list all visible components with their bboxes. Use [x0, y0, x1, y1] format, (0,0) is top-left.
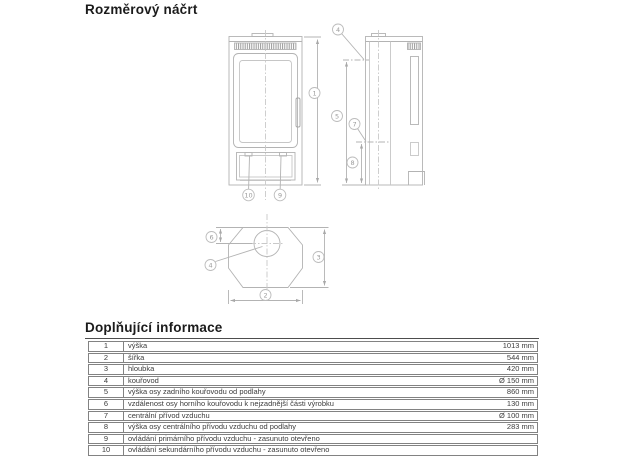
table-row [88, 364, 538, 375]
svg-text:8: 8 [350, 158, 355, 167]
row-number: 1 [89, 342, 124, 351]
callout-4-top [205, 260, 216, 271]
table-row [88, 411, 538, 422]
table-row [88, 387, 538, 398]
row-label: výška osy zadního kouřovodu od podlahy [128, 388, 266, 397]
callout-3 [313, 252, 324, 263]
row-label: hloubka [128, 365, 155, 374]
row-number: 8 [89, 423, 124, 432]
callout-8 [347, 157, 358, 168]
svg-text:3: 3 [316, 253, 321, 262]
stove-outline-top [229, 228, 303, 288]
row-number: 6 [89, 400, 124, 409]
callout-2 [260, 290, 271, 301]
table-row [88, 434, 538, 445]
callout-7 [349, 119, 360, 130]
row-number: 2 [89, 354, 124, 363]
table-row [88, 445, 538, 456]
table-row [88, 422, 538, 433]
callout-1 [309, 88, 320, 99]
row-value: Ø 100 mm [498, 410, 534, 420]
row-value: 1013 mm [502, 341, 534, 350]
svg-text:4: 4 [208, 261, 213, 270]
stove-body-side [366, 37, 423, 186]
svg-text:10: 10 [244, 191, 253, 200]
callout-6 [206, 232, 217, 243]
svg-text:2: 2 [263, 291, 268, 300]
row-label: kouřovod [128, 376, 159, 385]
table-row [88, 353, 538, 364]
row-value: 130 mm [506, 398, 534, 408]
row-value: 420 mm [506, 364, 534, 374]
info-table [88, 341, 538, 457]
row-number: 9 [89, 435, 124, 444]
svg-text:9: 9 [277, 191, 283, 200]
row-label: vzdálenost osy horního kouřovodu k nejzadnější části výrobku [128, 399, 334, 408]
callout-4-side [333, 24, 344, 35]
row-number: 10 [89, 446, 124, 455]
top-view [216, 214, 329, 304]
front-view [229, 30, 321, 200]
callout-10 [243, 189, 255, 201]
table-row [88, 399, 538, 410]
door-edge-side [411, 57, 419, 125]
row-label: výška osy centrálního přívodu vzduchu od podlahy [128, 423, 297, 432]
row-label: výška [128, 342, 148, 350]
heading-rule [85, 338, 539, 339]
svg-text:6: 6 [209, 233, 214, 242]
callout-5 [332, 111, 343, 122]
svg-text:4: 4 [335, 25, 341, 34]
callout-9 [274, 189, 286, 201]
info-heading: Doplňující informace [85, 320, 223, 335]
table-row [88, 341, 538, 352]
row-value: 860 mm [506, 387, 534, 397]
row-number: 3 [89, 365, 124, 374]
row-value [534, 435, 537, 444]
lower-panel-side [411, 143, 419, 156]
row-value: 544 mm [506, 352, 534, 362]
row-label: ovládání sekundárního přívodu vzduchu - zasunuto otevřeno [128, 446, 330, 455]
table-row [88, 376, 538, 387]
row-label: šířka [128, 353, 145, 362]
row-number: 4 [89, 377, 124, 386]
svg-text:1: 1 [312, 89, 317, 98]
svg-text:5: 5 [334, 112, 340, 121]
svg-text:7: 7 [352, 120, 357, 129]
row-label: ovládání primárního přívodu vzduchu - zasunuto otevřeno [128, 434, 320, 443]
row-value [534, 446, 537, 455]
door-handle [296, 98, 300, 127]
vent-grille-side [408, 43, 421, 50]
page-title: Rozměrový náčrt [85, 2, 198, 17]
row-value: 283 mm [506, 422, 534, 432]
row-number: 7 [89, 412, 124, 421]
row-value: Ø 150 mm [498, 375, 534, 385]
row-label: centrální přívod vzduchu [128, 411, 210, 420]
row-number: 5 [89, 388, 124, 397]
